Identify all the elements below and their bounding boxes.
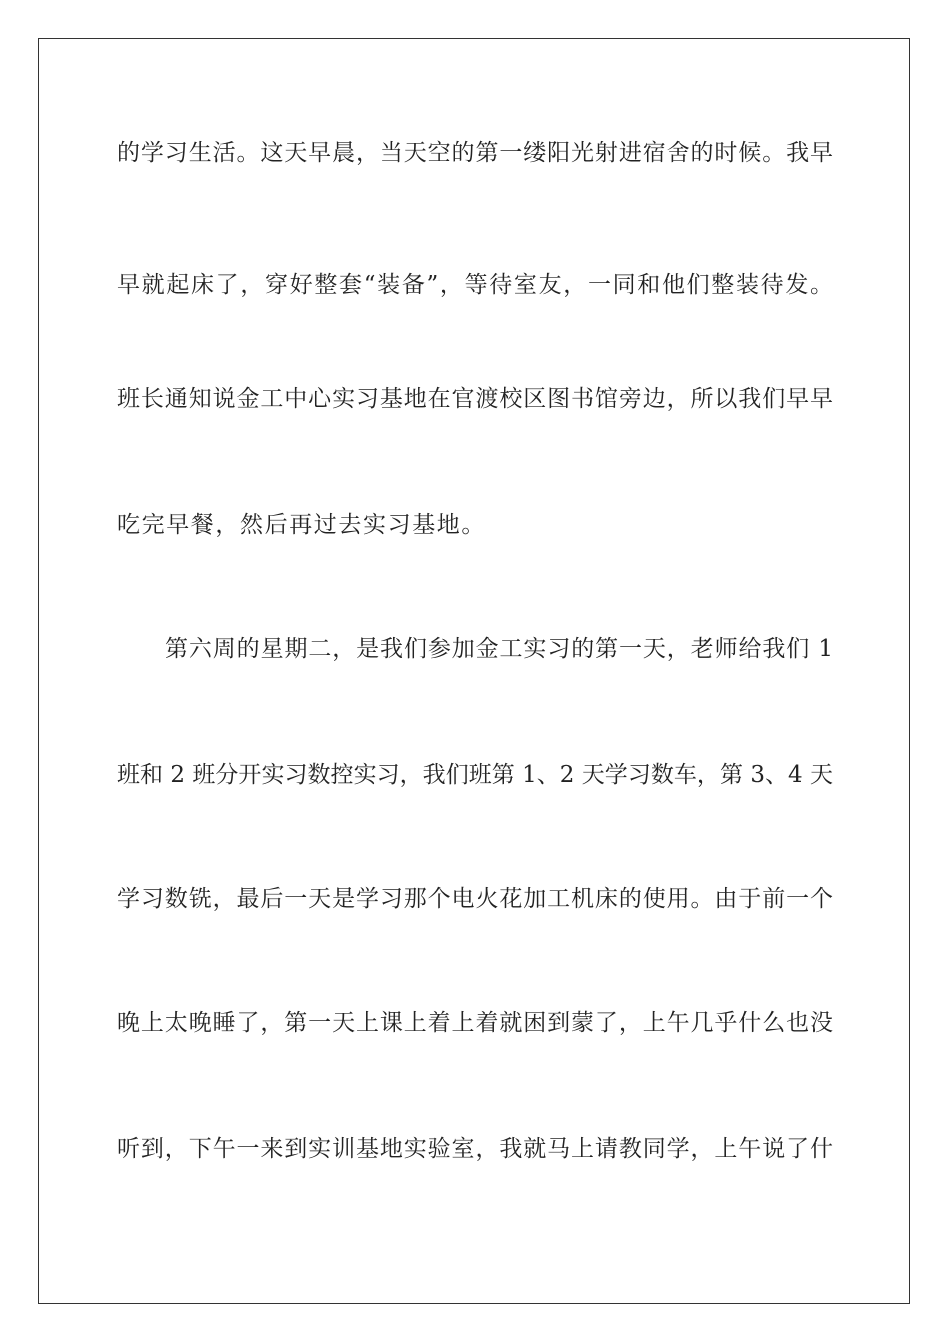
- text-line-3: 班长通知说金工中心实习基地在官渡校区图书馆旁边，所以我们早早: [117, 386, 833, 412]
- text-line-6: 班和 2 班分开实习数控实习，我们班第 1、2 天学习数车，第 3、4 天: [117, 762, 833, 788]
- text-line-2: 早就起床了，穿好整套“装备”，等待室友，一同和他们整装待发。: [117, 272, 833, 298]
- text-line-4: 吃完早餐，然后再过去实习基地。: [117, 512, 486, 538]
- text-line-8: 晚上太晚睡了，第一天上课上着上着就困到蒙了，上午几乎什么也没: [117, 1010, 833, 1036]
- page-frame: [38, 38, 910, 1304]
- text-line-9: 听到，下午一来到实训基地实验室，我就马上请教同学，上午说了什: [117, 1136, 833, 1162]
- paragraph-2-line-1: 第六周的星期二，是我们参加金工实习的第一天，老师给我们 1: [165, 636, 833, 662]
- text-line-7: 学习数铣，最后一天是学习那个电火花加工机床的使用。由于前一个: [117, 886, 833, 912]
- text-line-1: 的学习生活。这天早晨，当天空的第一缕阳光射进宿舍的时候。我早: [117, 140, 833, 166]
